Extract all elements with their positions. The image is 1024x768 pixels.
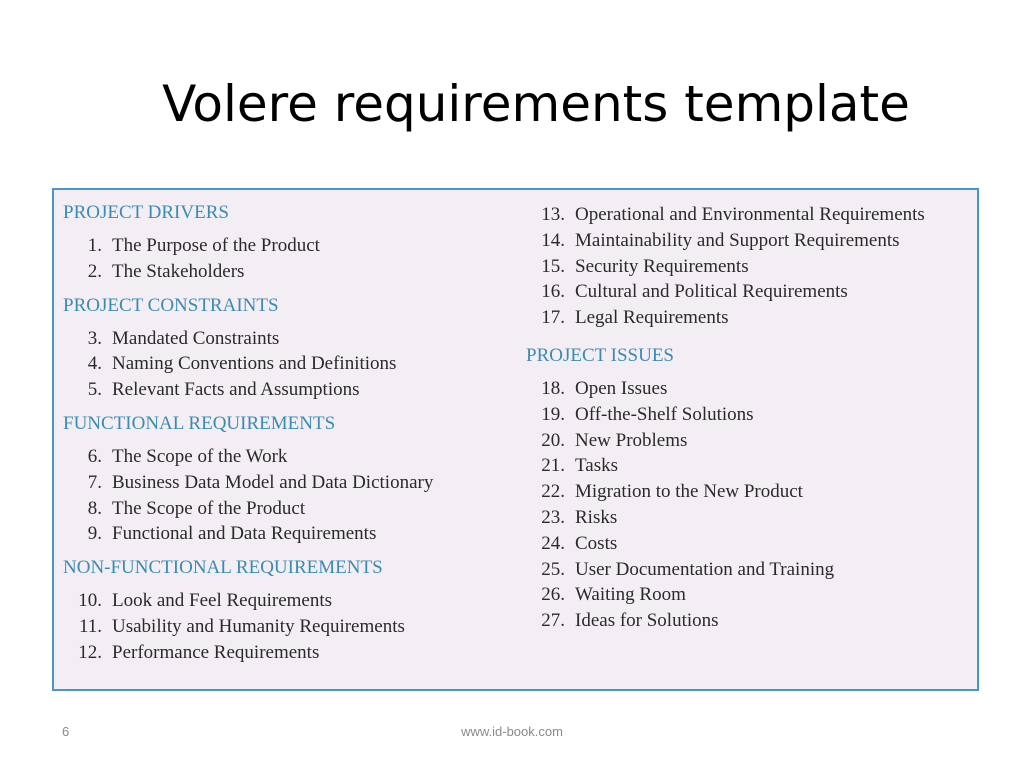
requirement-text: Performance Requirements — [112, 641, 320, 663]
requirement-number: 26. — [541, 584, 565, 606]
spacer — [565, 453, 575, 479]
requirement-text: Risks — [575, 506, 618, 528]
requirement-number: 27. — [541, 610, 565, 632]
spacer — [565, 531, 575, 557]
requirement-item — [63, 521, 513, 547]
slide-title: Volere requirements template — [162, 75, 910, 133]
requirement-number: 19. — [541, 403, 565, 425]
requirement-number: 14. — [541, 229, 565, 251]
requirement-number: 7. — [87, 471, 102, 493]
requirement-number: 23. — [541, 506, 565, 528]
requirement-item — [63, 233, 513, 259]
requirement-number: 10. — [78, 590, 102, 612]
requirement-text: User Documentation and Training — [575, 558, 835, 580]
requirement-item — [63, 259, 513, 285]
requirement-number: 6. — [87, 445, 102, 467]
requirement-number: 3. — [87, 327, 102, 349]
spacer — [102, 588, 112, 614]
requirement-text: Naming Conventions and Definitions — [112, 353, 397, 375]
spacer — [565, 428, 575, 454]
requirement-number: 20. — [541, 429, 565, 451]
requirement-number: 17. — [541, 307, 565, 329]
requirement-item — [526, 305, 966, 331]
section-heading: PROJECT ISSUES — [526, 344, 675, 366]
requirement-text: Waiting Room — [575, 584, 686, 606]
requirement-text: Migration to the New Product — [575, 481, 803, 503]
requirement-text: Legal Requirements — [575, 307, 729, 329]
requirement-text: Cultural and Political Requirements — [575, 281, 848, 303]
requirement-number: 15. — [541, 255, 565, 277]
spacer — [102, 377, 112, 403]
requirement-text: Operational and Environmental Requirements — [575, 204, 925, 225]
requirement-number: 16. — [541, 281, 565, 303]
requirement-text: The Scope of the Product — [112, 497, 306, 519]
requirement-number: 11. — [78, 615, 102, 637]
requirements-section — [63, 413, 513, 547]
requirement-number: 24. — [541, 532, 565, 554]
spacer — [102, 614, 112, 640]
requirement-text: New Problems — [575, 429, 688, 451]
spacer — [565, 479, 575, 505]
requirements-section — [63, 295, 513, 403]
requirement-item — [526, 428, 966, 454]
requirement-number: 18. — [541, 377, 565, 399]
spacer — [102, 521, 112, 547]
requirement-text: Ideas for Solutions — [575, 610, 719, 632]
spacer — [565, 505, 575, 531]
requirement-item — [526, 453, 966, 479]
requirement-number: 2. — [87, 260, 102, 282]
requirements-section — [63, 202, 513, 285]
spacer — [565, 608, 575, 634]
requirement-text: Relevant Facts and Assumptions — [112, 379, 360, 401]
requirement-item — [63, 326, 513, 352]
requirement-item — [526, 376, 966, 402]
spacer — [565, 557, 575, 583]
requirement-text: Open Issues — [575, 377, 668, 399]
requirement-item — [526, 531, 966, 557]
requirement-text: Look and Feel Requirements — [112, 590, 333, 612]
requirement-text: The Purpose of the Product — [112, 235, 320, 256]
spacer — [102, 233, 112, 259]
requirement-item — [63, 470, 513, 496]
requirement-text: Business Data Model and Data Dictionary — [112, 471, 434, 493]
section-heading: PROJECT DRIVERS — [63, 202, 229, 223]
requirement-item — [63, 444, 513, 470]
spacer — [565, 402, 575, 428]
requirement-text: Costs — [575, 532, 618, 554]
section-heading: PROJECT CONSTRAINTS — [63, 294, 279, 316]
spacer — [102, 496, 112, 522]
spacer — [102, 259, 112, 285]
spacer — [102, 640, 112, 666]
spacer — [565, 254, 575, 280]
requirement-text: Functional and Data Requirements — [112, 523, 377, 545]
requirement-number: 21. — [541, 455, 565, 477]
requirement-number: 8. — [87, 497, 102, 519]
requirement-number: 5. — [87, 379, 102, 401]
section-heading: NON-FUNCTIONAL REQUIREMENTS — [63, 557, 383, 579]
requirement-text: Usability and Humanity Requirements — [112, 615, 405, 637]
requirement-item — [526, 557, 966, 583]
requirement-text: Maintainability and Support Requirements — [575, 229, 900, 251]
requirement-item — [63, 588, 513, 614]
requirement-item — [526, 402, 966, 428]
requirement-item — [63, 377, 513, 403]
requirement-item — [526, 608, 966, 634]
requirement-item — [526, 505, 966, 531]
requirement-text: Tasks — [575, 455, 619, 477]
requirement-text: Security Requirements — [575, 255, 749, 277]
requirement-text: Mandated Constraints — [112, 327, 280, 349]
continued-items — [526, 202, 966, 331]
requirement-item — [526, 479, 966, 505]
requirement-item — [63, 496, 513, 522]
requirement-number: 9. — [87, 523, 102, 545]
requirement-number: 13. — [541, 204, 565, 225]
spacer — [102, 326, 112, 352]
requirement-number: 12. — [78, 641, 102, 663]
spacer — [102, 470, 112, 496]
requirement-item — [63, 640, 513, 666]
requirement-number: 4. — [87, 353, 102, 375]
spacer — [102, 351, 112, 377]
requirement-text: The Stakeholders — [112, 260, 245, 282]
requirement-item — [63, 614, 513, 640]
requirement-item — [526, 254, 966, 280]
right-column — [526, 202, 966, 634]
requirement-item — [63, 351, 513, 377]
spacer — [565, 305, 575, 331]
requirement-item — [526, 582, 966, 608]
requirement-item — [526, 228, 966, 254]
spacer — [565, 228, 575, 254]
spacer — [565, 202, 575, 228]
page-number: 6 — [62, 724, 70, 739]
requirement-item — [526, 202, 966, 228]
requirement-number: 22. — [541, 481, 565, 503]
requirements-section — [63, 557, 513, 665]
requirement-number: 1. — [87, 235, 102, 256]
requirement-item — [526, 279, 966, 305]
requirement-text: Off-the-Shelf Solutions — [575, 403, 754, 425]
spacer — [102, 444, 112, 470]
section-heading: FUNCTIONAL REQUIREMENTS — [63, 412, 336, 434]
spacer — [565, 376, 575, 402]
requirement-number: 25. — [541, 558, 565, 580]
spacer — [565, 279, 575, 305]
requirements-section — [526, 345, 966, 634]
spacer — [565, 582, 575, 608]
requirements-template-panel — [52, 188, 979, 691]
requirement-text: The Scope of the Work — [112, 445, 288, 467]
left-column — [63, 202, 513, 666]
footer-url: www.id-book.com — [461, 724, 563, 739]
